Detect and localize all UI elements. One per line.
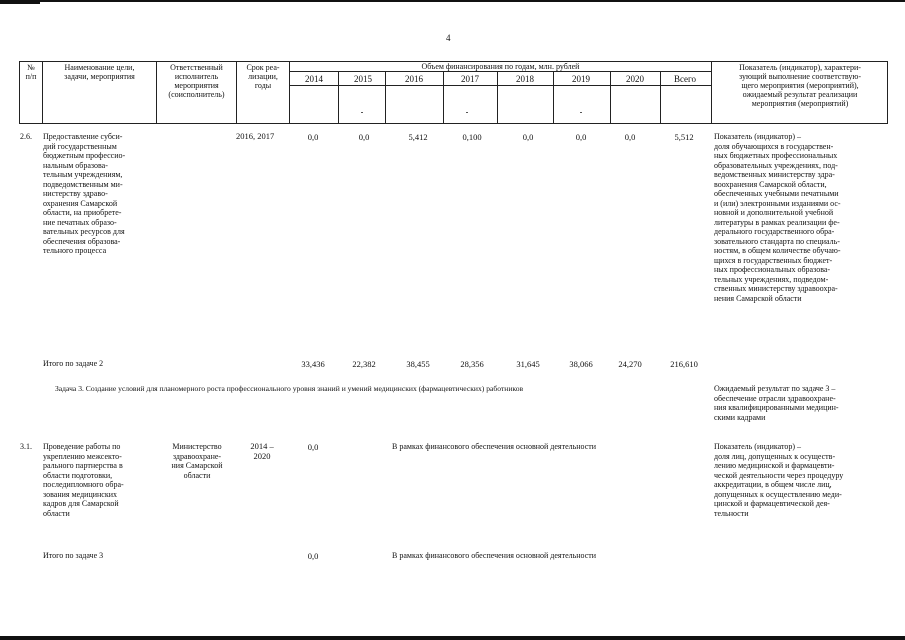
header-term: Срок реа- лизации, годы (246, 63, 280, 90)
header-executor: Ответственный исполнитель мероприятия (соисполнитель) (168, 63, 225, 99)
header-divider (497, 71, 498, 124)
year-2018: 2018 (516, 74, 534, 84)
header-num: № п/п (25, 63, 37, 81)
scan-speck (466, 112, 468, 113)
row-2-6-value-2020: 0,0 (624, 132, 636, 142)
row-3-1-value-2014: 0,0 (307, 442, 319, 452)
row-3-1-num: 3.1. (20, 442, 32, 451)
row-3-1-term: 2014 – 2020 (250, 441, 274, 461)
header-divider (553, 71, 554, 124)
header-divider (289, 71, 711, 72)
page-number: 4 (446, 33, 451, 43)
total-task-2-value-2020: 24,270 (618, 359, 642, 369)
row-3-1-indicator: Показатель (индикатор) – доля лиц, допущенных к осуществ- лению медицинской и фармацевти- ческой деятельности через процедуру аккредитации, в общем числе лиц, допущенных к осуществлению меди- цинской и фармацевтической дея- тельности (714, 442, 844, 518)
header-name: Наименование цели, задачи, мероприятия (64, 63, 135, 81)
row-2-6-value-2014: 0,0 (307, 132, 319, 142)
total-task-3-value-2014: 0,0 (307, 551, 319, 561)
total-task-2-value-2019: 38,066 (569, 359, 593, 369)
header-divider (443, 71, 444, 124)
row-2-6-term: 2016, 2017 (236, 131, 275, 141)
total-task-2-value-2016: 38,455 (406, 359, 430, 369)
scan-bottom-edge (0, 636, 905, 640)
row-2-6-value-2017: 0,100 (462, 132, 482, 142)
header-divider (289, 85, 711, 86)
scan-speck (580, 112, 582, 113)
row-2-6-num: 2.6. (20, 132, 32, 141)
year-2019: 2019 (572, 74, 590, 84)
task-3-title: Задача 3. Создание условий для планомерного роста профессионального уровня знаний и умений медицинских (фармацевтических) работников (55, 384, 524, 393)
year-total: Всего (673, 74, 697, 84)
row-3-1-executor: Министерство здравоохране- ния Самарской области (171, 442, 223, 480)
total-task-2-value-2017: 28,356 (460, 359, 484, 369)
total-task-3-label: Итого по задаче 3 (43, 551, 104, 560)
row-2-6-value-2016: 5,412 (408, 132, 428, 142)
scan-top-edge (0, 0, 905, 2)
total-task-2-label: Итого по задаче 2 (43, 359, 104, 368)
row-2-6-value-2015: 0,0 (358, 132, 370, 142)
total-task-3-funding-note: В рамках финансового обеспечения основной деятельности (392, 551, 597, 560)
task-3-result: Ожидаемый результат по задаче 3 – обеспечение отрасли здравоохране- ния квалифицированными медицин- скими кадрами (714, 384, 839, 422)
total-task-2-value-total: 216,610 (670, 359, 698, 369)
row-2-6-value-2018: 0,0 (522, 132, 534, 142)
scan-speck (361, 112, 363, 113)
row-3-1-funding-note: В рамках финансового обеспечения основной деятельности (392, 442, 597, 451)
row-2-6-indicator: Показатель (индикатор) – доля обучающихся в государствен- ных бюджетных профессиональных образовательных учреждениях, под- ведомственных министерству здра- воохранения Самарской области, обеспеченных учебными печатными и (или) электронными изданиями ос- новной и дополнительной учебной литературы в рамках реализации фе- дерального государственного обра- зовательного стандарта по специаль- ностям, в общем количестве обучаю- щихся в государственных бюджет- ных профессиональных образова- тельных учреждениях, подведом- ственных министерству здравоохра- нения Самарской области (714, 132, 841, 303)
year-2016: 2016 (405, 74, 423, 84)
row-2-6-value-total: 5,512 (674, 132, 694, 142)
year-2020: 2020 (626, 74, 644, 84)
row-3-1-name: Проведение работы по укреплению межсекто- рального партнерства в области подготовки, последипломного обра- зования медицинских кадров для Самарской области (43, 442, 124, 518)
header-funding: Объем финансирования по годам, млн. рублей (421, 62, 580, 71)
total-task-2-value-2015: 22,382 (352, 359, 376, 369)
row-2-6-value-2019: 0,0 (575, 132, 587, 142)
year-2014: 2014 (305, 74, 323, 84)
year-2015: 2015 (354, 74, 372, 84)
year-2017: 2017 (461, 74, 479, 84)
row-2-6-name: Предоставление субси- дий государственным бюджетным профессио- нальным образова- тельным учреждениям, подведомственным ми- нистерству здраво- охранения Самарской области, на приобрете- ние печатных образо- вательных ресурсов для обеспечения образова- тельного процесса (43, 132, 126, 255)
total-task-2-value-2018: 31,645 (516, 359, 540, 369)
scan-corner-mark (0, 0, 40, 4)
total-task-2-value-2014: 33,436 (301, 359, 325, 369)
header-indicator: Показатель (индикатор), характери- зующий выполнение соответствую- щего мероприятия (мероприятий), ожидаемый результат реализации мероприятия (мероприятий) (739, 63, 861, 108)
